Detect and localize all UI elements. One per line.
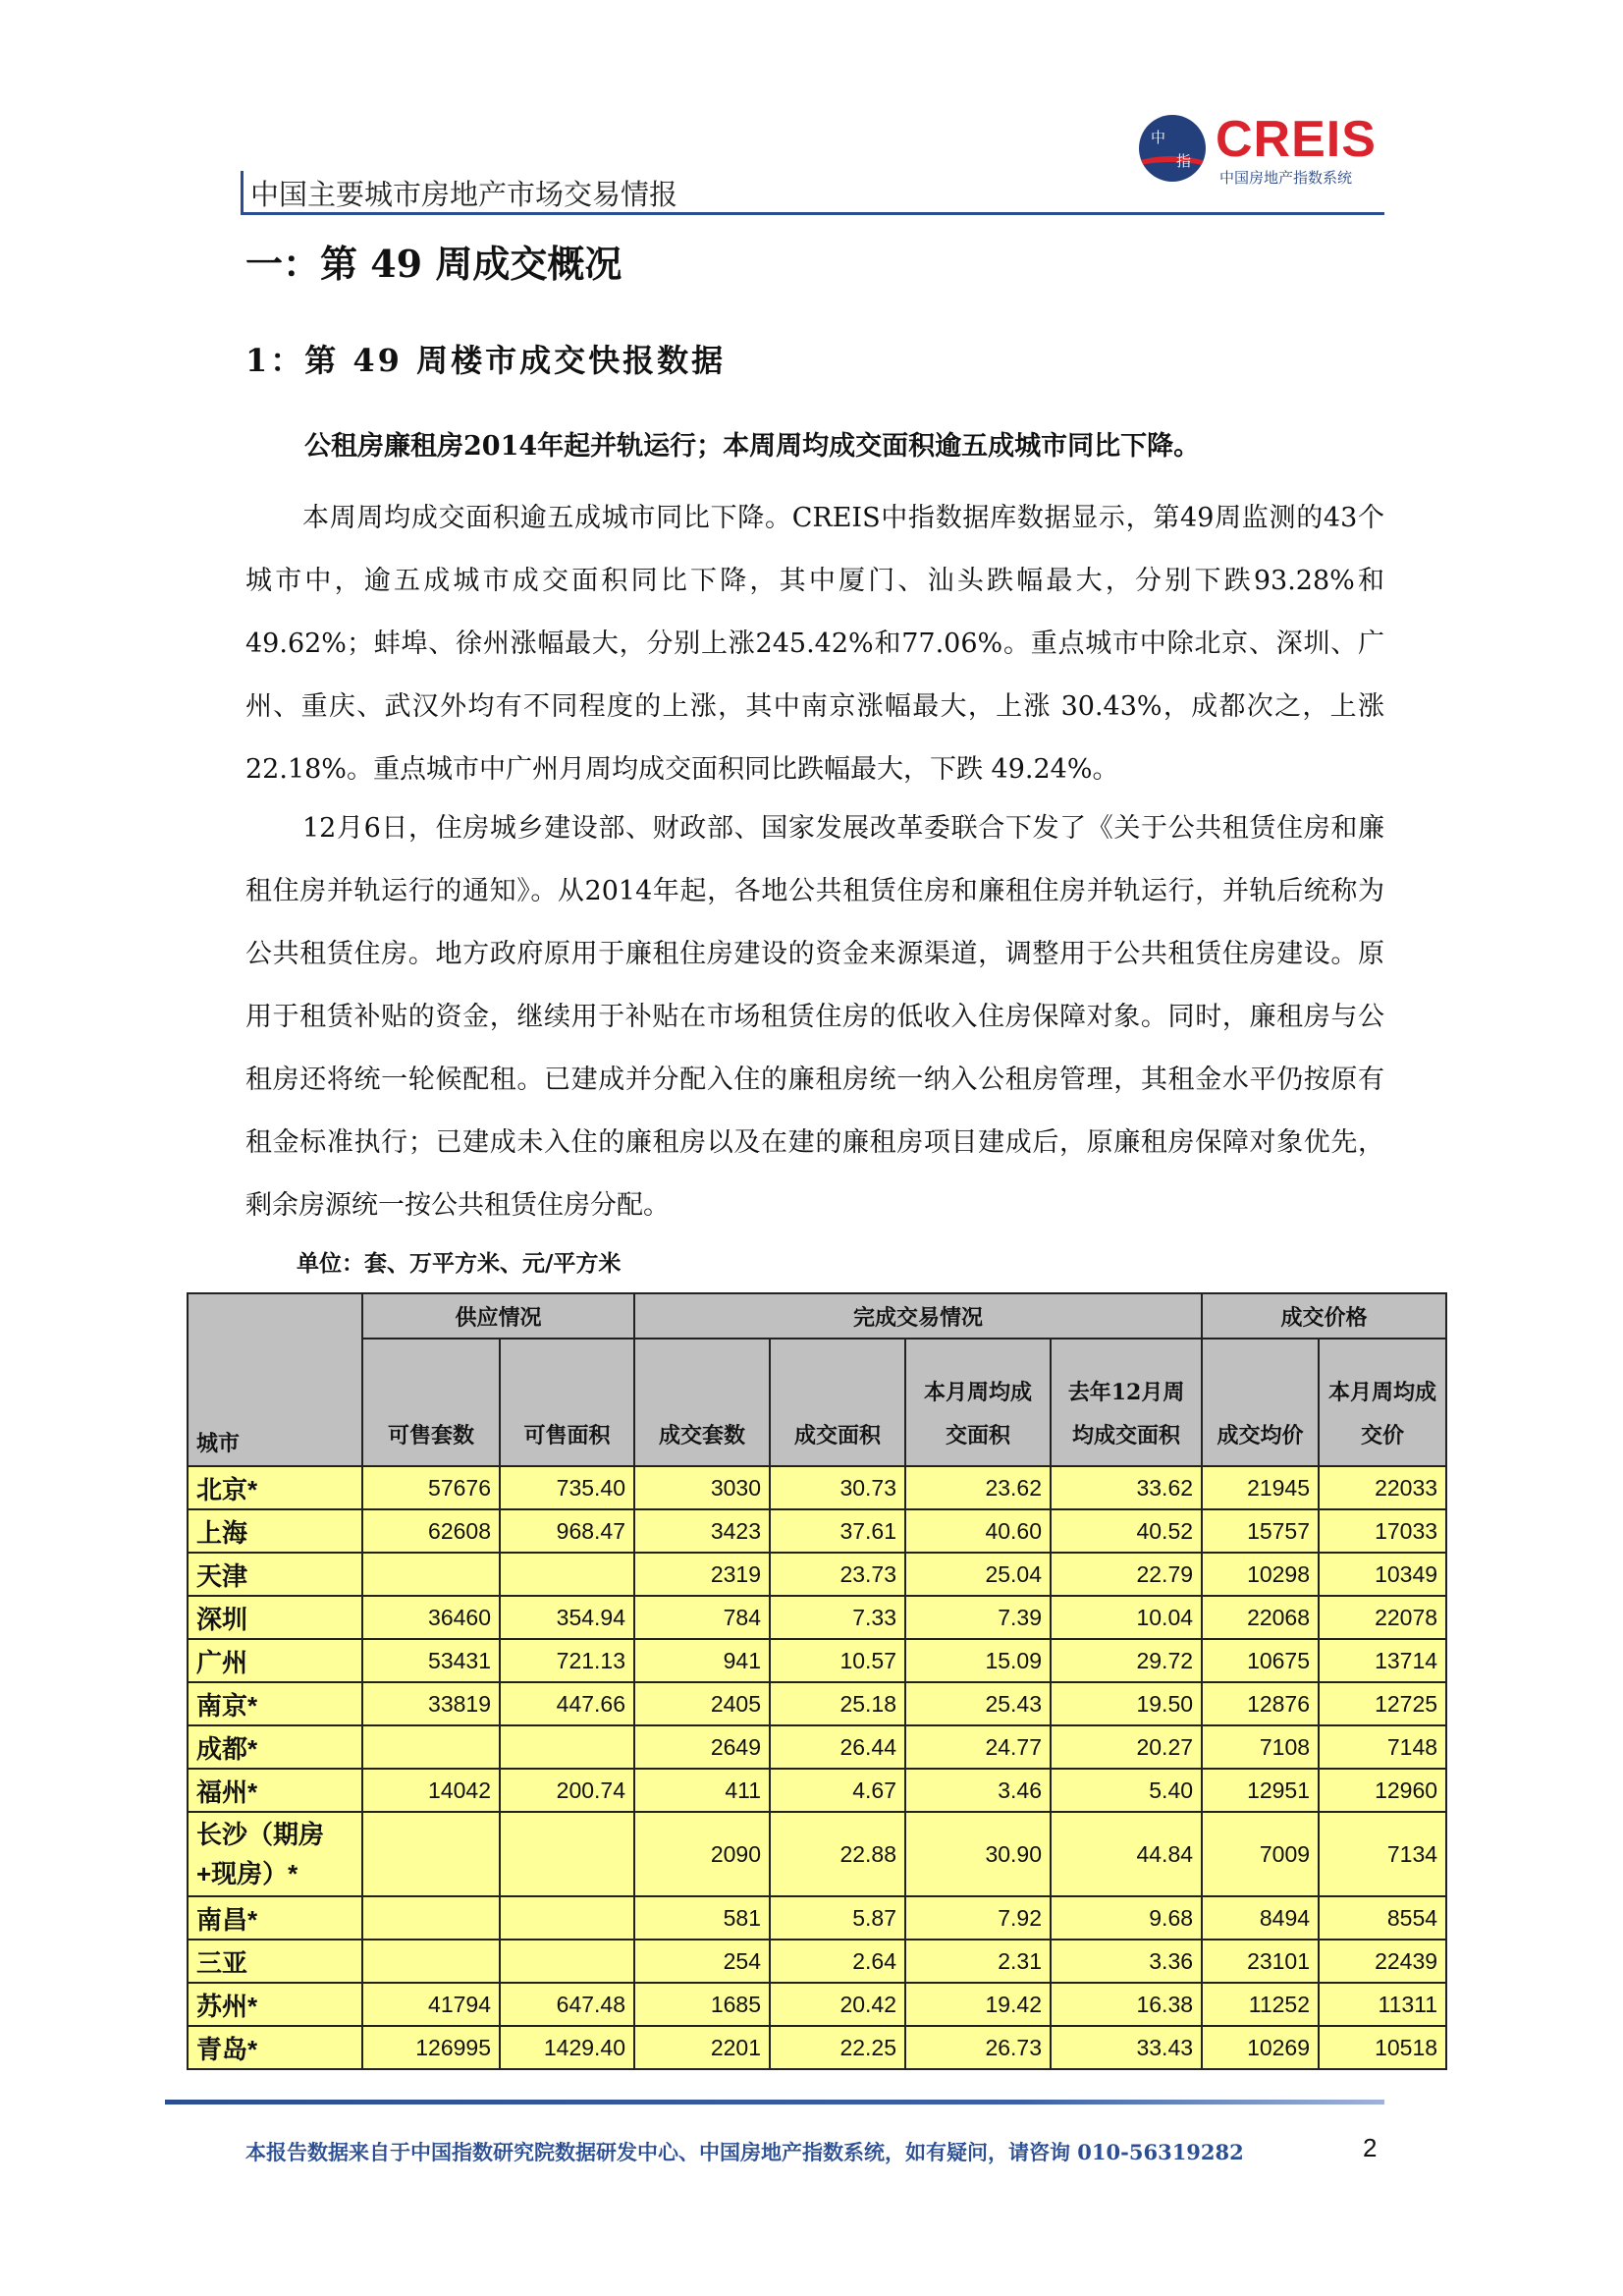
cell-value: 411 [634, 1769, 770, 1812]
column-header-area-for-sale: 可售面积 [500, 1339, 634, 1466]
cell-value: 7.39 [905, 1596, 1051, 1639]
table-row [188, 1596, 1446, 1639]
cell-value [500, 1812, 634, 1896]
header-accent-bar [241, 171, 243, 212]
column-header-weekly-avg-price: 本月周均成交价 [1319, 1339, 1446, 1466]
cell-value: 21945 [1202, 1466, 1319, 1509]
cell-city: 长沙（期房+现房）* [188, 1812, 362, 1896]
cell-value: 9.68 [1051, 1896, 1202, 1940]
cell-value: 22078 [1319, 1596, 1446, 1639]
cell-value: 19.50 [1051, 1682, 1202, 1725]
cell-value: 721.13 [500, 1639, 634, 1682]
column-header-last-dec-weekly-area: 去年12月周均成交面积 [1051, 1339, 1202, 1466]
cell-value: 1429.40 [500, 2026, 634, 2069]
cell-value: 126995 [362, 2026, 500, 2069]
cell-value: 22439 [1319, 1940, 1446, 1983]
cell-city: 苏州* [188, 1983, 362, 2026]
cell-value: 57676 [362, 1466, 500, 1509]
cell-value: 3030 [634, 1466, 770, 1509]
cell-value: 53431 [362, 1639, 500, 1682]
cell-value: 22.88 [770, 1812, 905, 1896]
paragraph-market-summary: 本周周均成交面积逾五成城市同比下降。CREIS中指数据库数据显示，第49周监测的43个城市中，逾五成城市成交面积同比下降，其中厦门、汕头跌幅最大，分别下跌93.28%和49.62%；蚌埠、徐州涨幅最大，分别上涨245.42%和77.06%。重点城市中除北京、深圳、广州、重庆、武汉外均有不同程度的上涨，其中南京涨幅最大，上涨 30.43%，成都次之，上涨 22.18%。重点城市中广州月周均成交面积同比跌幅最大，下跌 49.24%。 [245, 503, 1384, 785]
footer-rule [165, 2100, 1384, 2105]
cell-value: 5.40 [1051, 1769, 1202, 1812]
cell-value: 10349 [1319, 1553, 1446, 1596]
cell-value: 941 [634, 1639, 770, 1682]
column-header-units-for-sale: 可售套数 [362, 1339, 500, 1466]
group-header-price: 成交价格 [1202, 1293, 1446, 1339]
section-title: 一：第 49 周成交概况 [245, 242, 622, 286]
cell-value: 4.67 [770, 1769, 905, 1812]
cell-value: 10.57 [770, 1639, 905, 1682]
cell-value [500, 1940, 634, 1983]
cell-value: 11311 [1319, 1983, 1446, 2026]
cell-value: 7148 [1319, 1725, 1446, 1769]
cell-value: 22.25 [770, 2026, 905, 2069]
cell-value: 37.61 [770, 1509, 905, 1553]
cell-value: 10269 [1202, 2026, 1319, 2069]
column-header-deal-area: 成交面积 [770, 1339, 905, 1466]
cell-value: 2.31 [905, 1940, 1051, 1983]
cell-value: 447.66 [500, 1682, 634, 1725]
cell-city: 南京* [188, 1682, 362, 1725]
logo-emblem-icon: 中 指 [1139, 115, 1206, 182]
cell-value [362, 1896, 500, 1940]
cell-value: 22033 [1319, 1466, 1446, 1509]
cell-city: 天津 [188, 1553, 362, 1596]
cell-value: 7108 [1202, 1725, 1319, 1769]
group-header-transaction: 完成交易情况 [634, 1293, 1202, 1339]
table-row [188, 1466, 1446, 1509]
group-header-supply: 供应情况 [362, 1293, 634, 1339]
paragraph-policy-notice: 12月6日，住房城乡建设部、财政部、国家发展改革委联合下发了《关于公共租赁住房和廉租住房并轨运行的通知》。从2014年起，各地公共租赁住房和廉租住房并轨运行，并轨后统称为公共租赁住房。地方政府原用于廉租住房建设的资金来源渠道，调整用于公共租赁住房建设。原用于租赁补贴的资金，继续用于补贴在市场租赁住房的低收入住房保障对象。同时，廉租房与公租房还将统一轮候配租。已建成并分配入住的廉租房统一纳入公租房管理，其租金水平仍按原有租金标准执行；已建成未入住的廉租房以及在建的廉租房项目建成后，原廉租房保障对象优先，剩余房源统一按公共租赁住房分配。 [245, 813, 1384, 1221]
cell-city: 南昌* [188, 1896, 362, 1940]
cell-value: 200.74 [500, 1769, 634, 1812]
cell-value: 2405 [634, 1682, 770, 1725]
cell-value: 23101 [1202, 1940, 1319, 1983]
cell-value: 23.73 [770, 1553, 905, 1596]
cell-value: 24.77 [905, 1725, 1051, 1769]
cell-city: 成都* [188, 1725, 362, 1769]
cell-value: 22.79 [1051, 1553, 1202, 1596]
header-rule [241, 212, 1384, 215]
cell-value: 26.73 [905, 2026, 1051, 2069]
cell-value: 254 [634, 1940, 770, 1983]
table-row [188, 1682, 1446, 1725]
logo-wordmark: CREIS [1216, 111, 1377, 168]
subsection-title: 1：第 49 周楼市成交快报数据 [245, 342, 727, 379]
table-row [188, 1725, 1446, 1769]
table-row [188, 2026, 1446, 2069]
cell-value: 2.64 [770, 1940, 905, 1983]
cell-value: 10298 [1202, 1553, 1319, 1596]
cell-value: 1685 [634, 1983, 770, 2026]
cell-value [362, 1725, 500, 1769]
cell-value: 8554 [1319, 1896, 1446, 1940]
weekly-transaction-table [187, 1292, 1447, 2070]
column-header-avg-price: 成交均价 [1202, 1339, 1319, 1466]
cell-value: 581 [634, 1896, 770, 1940]
cell-value: 7134 [1319, 1812, 1446, 1896]
unit-note: 单位：套、万平方米、元/平方米 [297, 1250, 622, 1277]
cell-value: 2090 [634, 1812, 770, 1896]
cell-value: 25.04 [905, 1553, 1051, 1596]
cell-value: 13714 [1319, 1639, 1446, 1682]
cell-value: 33.62 [1051, 1466, 1202, 1509]
cell-value: 15757 [1202, 1509, 1319, 1553]
page-header [241, 110, 1384, 218]
cell-city: 三亚 [188, 1940, 362, 1983]
cell-value: 33819 [362, 1682, 500, 1725]
cell-value: 19.42 [905, 1983, 1051, 2026]
table-row [188, 1983, 1446, 2026]
cell-value: 2649 [634, 1725, 770, 1769]
cell-value: 3.36 [1051, 1940, 1202, 1983]
column-header-city: 城市 [188, 1293, 362, 1466]
cell-value: 41794 [362, 1983, 500, 2026]
table-row [188, 1553, 1446, 1596]
cell-value [362, 1812, 500, 1896]
cell-city: 深圳 [188, 1596, 362, 1639]
cell-value: 3423 [634, 1509, 770, 1553]
cell-value: 3.46 [905, 1769, 1051, 1812]
cell-value: 7.92 [905, 1896, 1051, 1940]
cell-value: 968.47 [500, 1509, 634, 1553]
cell-value: 62608 [362, 1509, 500, 1553]
cell-value: 26.44 [770, 1725, 905, 1769]
cell-value: 17033 [1319, 1509, 1446, 1553]
cell-value: 40.60 [905, 1509, 1051, 1553]
cell-value: 20.27 [1051, 1725, 1202, 1769]
cell-value: 44.84 [1051, 1812, 1202, 1896]
report-title: 中国主要城市房地产市场交易情报 [250, 178, 678, 211]
cell-value: 7009 [1202, 1812, 1319, 1896]
lead-sentence: 公租房廉租房2014年起并轨运行；本周周均成交面积逾五成城市同比下降。 [304, 431, 1201, 462]
cell-value: 10518 [1319, 2026, 1446, 2069]
cell-value: 354.94 [500, 1596, 634, 1639]
table-row [188, 1896, 1446, 1940]
page-number: 2 [1363, 2133, 1378, 2162]
table-row [188, 1509, 1446, 1553]
cell-city: 北京* [188, 1466, 362, 1509]
cell-city: 青岛* [188, 2026, 362, 2069]
table-body [188, 1466, 1446, 2069]
cell-value: 12951 [1202, 1769, 1319, 1812]
table-row [188, 1639, 1446, 1682]
cell-value: 7.33 [770, 1596, 905, 1639]
cell-value: 36460 [362, 1596, 500, 1639]
cell-value: 2319 [634, 1553, 770, 1596]
cell-value: 10675 [1202, 1639, 1319, 1682]
cell-value: 5.87 [770, 1896, 905, 1940]
table-row [188, 1940, 1446, 1983]
cell-value: 33.43 [1051, 2026, 1202, 2069]
cell-value: 20.42 [770, 1983, 905, 2026]
cell-value: 12725 [1319, 1682, 1446, 1725]
cell-value: 30.73 [770, 1466, 905, 1509]
cell-value: 784 [634, 1596, 770, 1639]
cell-value: 30.90 [905, 1812, 1051, 1896]
cell-value: 12960 [1319, 1769, 1446, 1812]
cell-value: 10.04 [1051, 1596, 1202, 1639]
cell-value: 11252 [1202, 1983, 1319, 2026]
cell-value: 29.72 [1051, 1639, 1202, 1682]
cell-value: 16.38 [1051, 1983, 1202, 2026]
cell-value: 15.09 [905, 1639, 1051, 1682]
cell-value: 2201 [634, 2026, 770, 2069]
cell-value [500, 1896, 634, 1940]
cell-value [500, 1553, 634, 1596]
cell-value: 12876 [1202, 1682, 1319, 1725]
footer-source-note: 本报告数据来自于中国指数研究院数据研发中心、中国房地产指数系统，如有疑问，请咨询 010-56319282 [245, 2140, 1244, 2164]
cell-value: 8494 [1202, 1896, 1319, 1940]
cell-value: 25.43 [905, 1682, 1051, 1725]
cell-value: 23.62 [905, 1466, 1051, 1509]
cell-city: 福州* [188, 1769, 362, 1812]
cell-value: 25.18 [770, 1682, 905, 1725]
creis-logo [1139, 110, 1384, 189]
cell-city: 上海 [188, 1509, 362, 1553]
cell-value [500, 1725, 634, 1769]
cell-city: 广州 [188, 1639, 362, 1682]
column-header-deal-units: 成交套数 [634, 1339, 770, 1466]
cell-value [362, 1940, 500, 1983]
cell-value: 735.40 [500, 1466, 634, 1509]
table-row [188, 1769, 1446, 1812]
table-row [188, 1812, 1446, 1896]
cell-value [362, 1553, 500, 1596]
logo-subtitle: 中国房地产指数系统 [1219, 170, 1353, 187]
cell-value: 647.48 [500, 1983, 634, 2026]
cell-value: 40.52 [1051, 1509, 1202, 1553]
column-header-weekly-avg-area: 本月周均成交面积 [905, 1339, 1051, 1466]
cell-value: 22068 [1202, 1596, 1319, 1639]
cell-value: 14042 [362, 1769, 500, 1812]
